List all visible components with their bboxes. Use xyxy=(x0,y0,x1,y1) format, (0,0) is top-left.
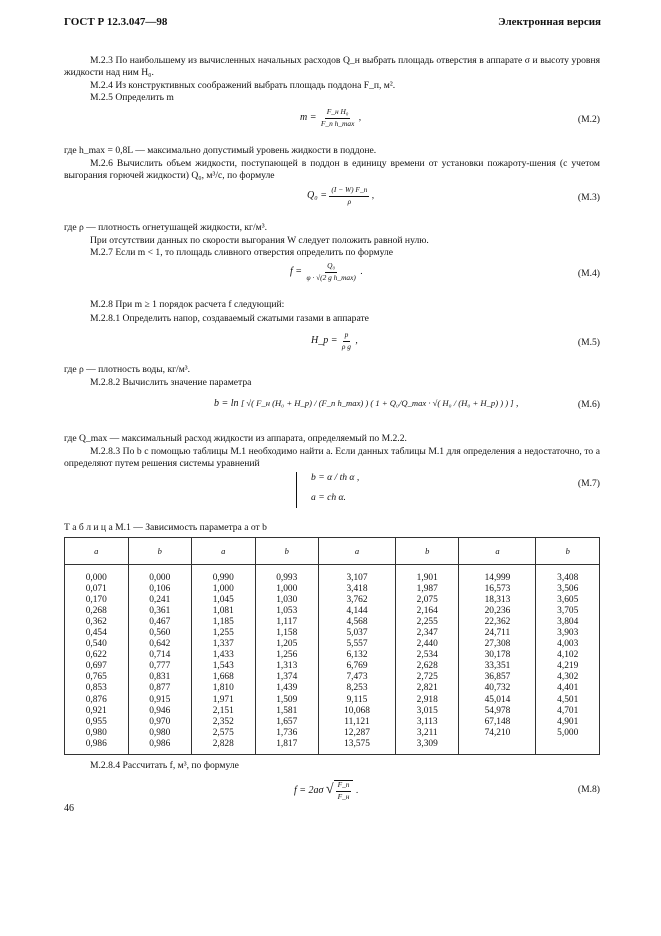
equation-number: (М.7) xyxy=(577,478,600,489)
table-value: 12,287 xyxy=(344,727,370,738)
table-value: 1,081 xyxy=(212,606,234,617)
table-value: 8,253 xyxy=(346,683,368,694)
paragraph-rho-fluid: где ρ — плотность огнетушащей жидкости, кг/м³. xyxy=(64,222,268,233)
table-value: 1,053 xyxy=(276,606,298,617)
table-value: 40,732 xyxy=(484,683,511,694)
paragraph-m283: М.2.8.3 По b с помощью таблицы М.1 необходимо найти a. Если данных таблицы М.1 для определения a недостаточно, то a определяют путем решения системы уравнений xyxy=(64,446,600,469)
table-value: 18,313 xyxy=(484,595,511,606)
table-header-cell: b xyxy=(395,538,459,565)
table-value: 2,164 xyxy=(416,606,438,617)
table-header-cell: a xyxy=(65,538,129,565)
table-value: 1,255 xyxy=(212,628,234,639)
table-value: 2,828 xyxy=(212,738,234,749)
table-value: 0,642 xyxy=(149,639,171,650)
table-value: 0,986 xyxy=(149,738,171,749)
table-value: 0,990 xyxy=(212,573,234,583)
paragraph-hmax: где h_max = 0,8L — максимально допустимый уровень жидкости в поддоне. xyxy=(64,145,377,156)
table-value: 4,701 xyxy=(557,705,579,716)
table-value: 6,132 xyxy=(346,650,368,661)
table-value: 2,821 xyxy=(416,683,438,694)
table-value: 1,971 xyxy=(212,694,234,705)
table-value: 1,817 xyxy=(276,738,298,749)
table-column-cell xyxy=(536,565,600,755)
table-column-cell xyxy=(459,565,536,755)
table-value: 3,605 xyxy=(557,595,579,606)
table-column-cell xyxy=(395,565,459,755)
table-value: 45,014 xyxy=(484,694,511,705)
table-value: 1,337 xyxy=(212,639,234,650)
table-value: 0,454 xyxy=(85,628,107,639)
table-value: 2,075 xyxy=(416,595,438,606)
table-value: 2,725 xyxy=(416,672,438,683)
table-value: 2,347 xyxy=(416,628,438,639)
table-value: 2,534 xyxy=(416,650,438,661)
table-value: 0,000 xyxy=(149,573,171,583)
equation-m2: m = $\frac{\text{F\_н H₀}}{\text{F\_п h\_max}}$ , (М.2) xyxy=(300,107,600,128)
equation-m6 xyxy=(64,393,600,427)
table-header-cell: a xyxy=(192,538,256,565)
table-m1 xyxy=(64,537,600,755)
doc-version-label: Электронная версия xyxy=(498,16,601,28)
table-value: 0,622 xyxy=(85,650,107,661)
equation-m4: f = $\frac{\text{Q₀}}{\text{φ · √(2 g h\_max)}}$ . (М.4) xyxy=(290,261,600,282)
table-column-cell xyxy=(128,565,192,755)
table-value: 16,573 xyxy=(484,584,511,595)
table-value: 0,921 xyxy=(85,705,107,716)
table-caption: Т а б л и ц а М.1 — Зависимость параметра a от b xyxy=(64,522,267,533)
table-value: 1,374 xyxy=(276,672,298,683)
page-number: 46 xyxy=(64,803,74,814)
table-value: 1,901 xyxy=(416,573,438,583)
table-value: 1,668 xyxy=(212,672,234,683)
table-column-cell xyxy=(255,565,319,755)
table-value: 0,980 xyxy=(149,727,171,738)
table-value: 24,711 xyxy=(484,628,511,639)
table-header-cell: b xyxy=(536,538,600,565)
table-column-cell xyxy=(65,565,129,755)
table-value: 3,408 xyxy=(557,573,579,583)
paragraph-m28: М.2.8 При m ≥ 1 порядок расчета f следующий: xyxy=(90,299,285,310)
table-value: 30,178 xyxy=(484,650,511,661)
table-value: 0,876 xyxy=(85,694,107,705)
table-value: 3,309 xyxy=(416,738,438,749)
table-value: 1,158 xyxy=(276,628,298,639)
paragraph-m27: М.2.7 Если m < 1, то площадь сливного отверстия определить по формуле xyxy=(90,247,393,258)
table-value: 74,210 xyxy=(484,727,511,738)
paragraph-m25: М.2.5 Определить m xyxy=(90,92,174,103)
table-value: 67,148 xyxy=(484,716,511,727)
equation-m7-line-1: b = α / th α , xyxy=(311,472,360,483)
table-value: 0,915 xyxy=(149,694,171,705)
table-value: 4,144 xyxy=(346,606,368,617)
paragraph-no-w: При отсутствии данных по скорости выгорания W следует положить равной нулю. xyxy=(90,235,429,246)
table-value xyxy=(459,739,535,750)
paragraph-m26: М.2.6 Вычислить объем жидкости, поступающей в поддон в единицу времени от установки пожароту-шения (с учетом выгорания горючей жидкости) Q₀, м³/с, по формуле xyxy=(64,158,600,181)
table-header-cell: b xyxy=(128,538,192,565)
table-value: 0,853 xyxy=(85,683,107,694)
paragraph-m281: М.2.8.1 Определить напор, создаваемый сжатыми газами в аппарате xyxy=(90,313,369,324)
table-value: 33,351 xyxy=(484,661,511,672)
table-value: 0,777 xyxy=(149,661,171,672)
table-value: 1,185 xyxy=(212,617,234,628)
table-value: 36,857 xyxy=(484,672,511,683)
equation-m7-line-2: a = ch α. xyxy=(311,491,346,503)
table-value: 0,560 xyxy=(149,628,171,639)
table-header-cell: a xyxy=(319,538,396,565)
table-value: 0,970 xyxy=(149,716,171,727)
table-value: 0,946 xyxy=(149,705,171,716)
table-value: 2,918 xyxy=(416,694,438,705)
equation-number: (М.4) xyxy=(577,268,600,279)
table-value: 0,106 xyxy=(149,584,171,595)
table-value: 4,568 xyxy=(346,617,368,628)
table-value: 3,506 xyxy=(557,584,579,595)
table-value: 4,102 xyxy=(557,650,579,661)
table-value: 1,543 xyxy=(212,661,234,672)
doc-standard-id: ГОСТ Р 12.3.047—98 xyxy=(64,16,168,28)
table-value: 22,362 xyxy=(484,617,511,628)
table-value: 0,955 xyxy=(85,716,107,727)
table-header-cell: b xyxy=(255,538,319,565)
table-value: 0,000 xyxy=(85,573,107,583)
table-column-cell xyxy=(192,565,256,755)
paragraph-m24: М.2.4 Из конструктивных соображений выбрать площадь поддона F_п, м². xyxy=(90,80,396,91)
table-header-cell: a xyxy=(459,538,536,565)
table-value: 1,439 xyxy=(276,683,298,694)
table-value: 1,205 xyxy=(276,639,298,650)
equation-number: (М.2) xyxy=(577,114,600,125)
table-value: 1,433 xyxy=(212,650,234,661)
table-value: 13,575 xyxy=(344,738,370,749)
table-value: 0,980 xyxy=(85,727,107,738)
equation-m7 xyxy=(64,472,600,510)
table-value: 1,000 xyxy=(276,584,298,595)
table-value: 4,501 xyxy=(557,694,579,705)
table-body-row xyxy=(65,565,600,755)
table-value: 1,030 xyxy=(276,595,298,606)
table-value: 0,697 xyxy=(85,661,107,672)
table-value: 14,999 xyxy=(484,573,511,583)
table-value: 4,302 xyxy=(557,672,579,683)
table-value: 1,117 xyxy=(276,617,298,628)
table-value: 4,219 xyxy=(557,661,579,672)
table-value: 1,000 xyxy=(212,584,234,595)
table-value: 0,467 xyxy=(149,617,171,628)
equation-number: (М.8) xyxy=(577,784,600,795)
table-value: 4,901 xyxy=(557,716,579,727)
paragraph-m23: М.2.3 По наибольшему из вычисленных начальных расходов Q_н выбрать площадь отверстия в аппарате σ и высоту уровня жидкости над ним H₀. xyxy=(64,55,600,78)
table-value: 3,705 xyxy=(557,606,579,617)
table-value: 3,015 xyxy=(416,705,438,716)
table-value: 0,714 xyxy=(149,650,171,661)
table-value: 3,903 xyxy=(557,628,579,639)
table-value: 1,509 xyxy=(276,694,298,705)
table-value xyxy=(536,739,599,750)
table-value: 1,313 xyxy=(276,661,298,672)
table-value: 5,557 xyxy=(346,639,368,650)
table-value: 0,362 xyxy=(85,617,107,628)
table-value: 0,170 xyxy=(85,595,107,606)
table-value: 1,256 xyxy=(276,650,298,661)
table-value: 4,003 xyxy=(557,639,579,650)
table-value: 3,113 xyxy=(416,716,438,727)
table-value: 11,121 xyxy=(344,716,370,727)
equation-m3: Q₀ = $\frac{(I - W) F\_п}{\rho}$ , (М.3) xyxy=(307,185,600,206)
table-value: 2,440 xyxy=(416,639,438,650)
table-value: 2,575 xyxy=(212,727,234,738)
table-column-cell xyxy=(319,565,396,755)
table-value: 54,978 xyxy=(484,705,511,716)
table-value: 2,151 xyxy=(212,705,234,716)
table-value: 0,361 xyxy=(149,606,171,617)
paragraph-rho-water: где ρ — плотность воды, кг/м³. xyxy=(64,364,191,375)
table-value: 6,769 xyxy=(346,661,368,672)
table-value: 0,540 xyxy=(85,639,107,650)
table-value: 5,000 xyxy=(557,727,579,738)
table-value: 3,107 xyxy=(346,573,368,583)
table-value: 0,241 xyxy=(149,595,171,606)
equation-number: (М.6) xyxy=(577,399,600,410)
equation-m6-body: b = ln [ √( F_н (H₀ + H_p) / (F_п h_max) ) ( 1 + Q₀/Q_max · √( H₀ / (H₀ + H_p) ) ) ] , xyxy=(214,398,519,409)
paragraph-m282: М.2.8.2 Вычислить значение параметра xyxy=(90,377,252,388)
table-value: 0,877 xyxy=(149,683,171,694)
equation-number: (М.3) xyxy=(577,192,600,203)
table-value: 5,037 xyxy=(346,628,368,639)
table-value: 0,071 xyxy=(85,584,107,595)
table-value: 2,352 xyxy=(212,716,234,727)
table-value: 0,986 xyxy=(85,738,107,749)
table-value: 0,993 xyxy=(276,573,298,583)
table-value: 0,268 xyxy=(85,606,107,617)
table-value: 2,255 xyxy=(416,617,438,628)
table-value: 4,401 xyxy=(557,683,579,694)
table-value: 3,418 xyxy=(346,584,368,595)
table-value: 1,736 xyxy=(276,727,298,738)
table-value: 2,628 xyxy=(416,661,438,672)
table-value: 1,045 xyxy=(212,595,234,606)
paragraph-m284: М.2.8.4 Рассчитать f, м³, по формуле xyxy=(90,760,239,771)
equation-number: (М.5) xyxy=(577,337,600,348)
table-value: 3,762 xyxy=(346,595,368,606)
table-value: 7,473 xyxy=(346,672,368,683)
paragraph-qmax: где Q_max — максимальный расход жидкости из аппарата, определяемый по М.2.2. xyxy=(64,433,407,444)
table-value: 27,308 xyxy=(484,639,511,650)
table-value: 9,115 xyxy=(346,694,368,705)
table-value: 0,831 xyxy=(149,672,171,683)
table-value: 10,068 xyxy=(344,705,370,716)
table-value: 1,987 xyxy=(416,584,438,595)
table-value: 1,657 xyxy=(276,716,298,727)
table-value: 1,810 xyxy=(212,683,234,694)
table-value: 1,581 xyxy=(276,705,298,716)
table-value: 3,804 xyxy=(557,617,579,628)
equation-m8: f = 2aσ √ $\frac{F\_п}{F\_н}$ . (М.8) xyxy=(294,780,600,801)
table-value: 0,765 xyxy=(85,672,107,683)
table-value: 3,211 xyxy=(416,727,438,738)
table-header-row xyxy=(65,538,600,565)
equation-m5: H_p = $\frac{p}{\text{ρ g}}$ , (М.5) xyxy=(311,330,600,351)
table-value: 20,236 xyxy=(484,606,511,617)
